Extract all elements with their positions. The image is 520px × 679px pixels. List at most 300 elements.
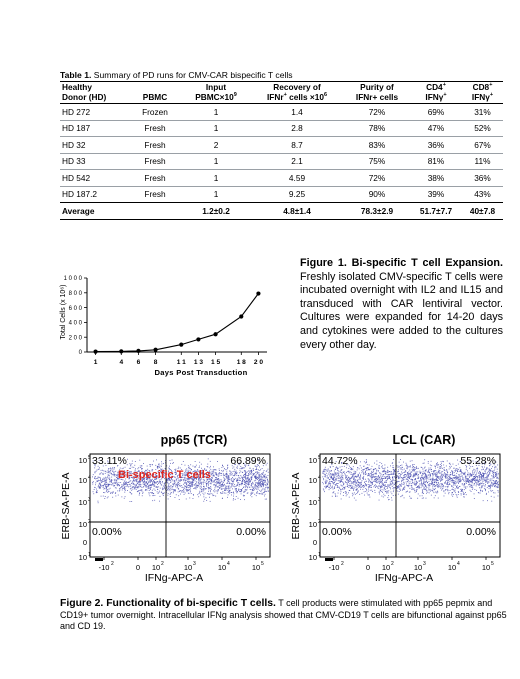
flow-dot [439, 468, 440, 469]
flow-dot [335, 496, 336, 497]
flow-dot [444, 470, 445, 471]
flow-dot [447, 487, 448, 488]
flow-dot [430, 465, 431, 466]
cell-recovery: 2.1 [291, 156, 303, 167]
flow-dot [379, 486, 380, 487]
flow-dot [419, 486, 420, 487]
flow-dot [257, 493, 258, 494]
flow-dot [388, 484, 389, 485]
flow-dot [217, 461, 218, 462]
flow-dot [190, 464, 191, 465]
flow-dot [221, 493, 222, 494]
flow-dot [373, 477, 374, 478]
flow-dot [110, 468, 111, 469]
flow-dot [115, 496, 116, 497]
flow-dot [412, 460, 413, 461]
cell-pbmc: Fresh [144, 123, 166, 134]
flow-dot [323, 471, 324, 472]
flow-dot [167, 489, 168, 490]
flow-dot [188, 465, 189, 466]
flow-dot [453, 468, 454, 469]
x-tick-exponent: 5 [491, 561, 494, 567]
flow-dot [194, 485, 195, 486]
flow-dot [391, 481, 392, 482]
flow-dot [122, 488, 123, 489]
flow-dot [227, 467, 228, 468]
flow-dot [188, 490, 189, 491]
flow-dot [115, 482, 116, 483]
flow-dot [330, 477, 331, 478]
flow-dot [259, 485, 260, 486]
flow-dot [381, 481, 382, 482]
flow-dot [378, 468, 379, 469]
flow-dot [365, 479, 366, 480]
flow-dot [466, 469, 467, 470]
flow-dot [411, 483, 412, 484]
flow-dot [266, 499, 267, 500]
flow-dot [394, 470, 395, 471]
flow-dot [378, 479, 379, 480]
flow-dot [445, 475, 446, 476]
flow-dot [261, 483, 262, 484]
flow-dot [268, 475, 269, 476]
quadrant-lower-right-label: 0.00% [466, 526, 496, 538]
flow-dot [358, 474, 359, 475]
flow-dot [213, 482, 214, 483]
flow-dot [355, 473, 356, 474]
flow-dot [361, 482, 362, 483]
flow-dot [424, 463, 425, 464]
flow-dot [217, 493, 218, 494]
flow-dot [225, 490, 226, 491]
flow-dot [234, 471, 235, 472]
flow-dot [379, 483, 380, 484]
flow-dot [364, 461, 365, 462]
flow-dot [236, 485, 237, 486]
flow-dot [237, 482, 238, 483]
flow-dot [459, 476, 460, 477]
flow-dot [157, 491, 158, 492]
flow-dot [213, 466, 214, 467]
flow-dot [409, 478, 410, 479]
flow-dot [364, 469, 365, 470]
flow-dot [351, 474, 352, 475]
flow-dot [470, 473, 471, 474]
flow-dot [469, 480, 470, 481]
flow-dot [178, 491, 179, 492]
flow-dot [495, 474, 496, 475]
flow-dot [93, 481, 94, 482]
flow-dot [324, 470, 325, 471]
flow-dot [401, 496, 402, 497]
flow-dot [253, 490, 254, 491]
flow-dot [178, 489, 179, 490]
table-row [60, 137, 503, 154]
flow-dot [221, 473, 222, 474]
flow-dot [424, 473, 425, 474]
flow-dot [233, 492, 234, 493]
flow-dot [267, 480, 268, 481]
flow-dot [102, 480, 103, 481]
flow-dot [368, 491, 369, 492]
flow-dot [495, 484, 496, 485]
header-cd8: CD8+ IFNγ+ [471, 82, 494, 102]
flow-dot [345, 481, 346, 482]
flow-dot [241, 493, 242, 494]
average-recovery: 4.8±1.4 [283, 205, 311, 216]
flow-dot [228, 477, 229, 478]
flow-plot-title: pp65 (TCR) [160, 433, 228, 447]
flow-dot [145, 482, 146, 483]
flow-dot [494, 470, 495, 471]
flow-dot [216, 473, 217, 474]
flow-dot [160, 496, 161, 497]
flow-dot [410, 461, 411, 462]
flow-dot [406, 492, 407, 493]
flow-dot [399, 473, 400, 474]
flow-dot [397, 487, 398, 488]
flow-dot [431, 495, 432, 496]
flow-dot [413, 474, 414, 475]
flow-dot [350, 467, 351, 468]
flow-dot [411, 475, 412, 476]
flow-dot [388, 490, 389, 491]
flow-dot [240, 470, 241, 471]
flow-dot [463, 480, 464, 481]
flow-dot [417, 473, 418, 474]
flow-dot [483, 475, 484, 476]
flow-dot [376, 482, 377, 483]
flow-dot [95, 476, 96, 477]
flow-dot [179, 483, 180, 484]
flow-dot [485, 484, 486, 485]
flow-dot [457, 488, 458, 489]
flow-dot [495, 476, 496, 477]
flow-dot [222, 493, 223, 494]
flow-dot [388, 470, 389, 471]
flow-dot [464, 483, 465, 484]
flow-dot [474, 478, 475, 479]
flow-dot [106, 484, 107, 485]
flow-dot [410, 485, 411, 486]
flow-dot [148, 481, 149, 482]
flow-dot [383, 476, 384, 477]
flow-dot [140, 490, 141, 491]
flow-dot [246, 481, 247, 482]
flow-dot [462, 484, 463, 485]
flow-dot [355, 476, 356, 477]
flow-dot [220, 483, 221, 484]
flow-dot [348, 487, 349, 488]
flow-dot [393, 491, 394, 492]
flow-dot [450, 472, 451, 473]
flow-dot [260, 493, 261, 494]
flow-dot [401, 486, 402, 487]
flow-dot [227, 474, 228, 475]
flow-dot [429, 469, 430, 470]
flow-dot [439, 473, 440, 474]
flow-dot [190, 491, 191, 492]
flow-dot [115, 471, 116, 472]
flow-dot [477, 480, 478, 481]
flow-dot [201, 464, 202, 465]
flow-plot-y-label: ERB-SA-PE-A [60, 472, 72, 540]
flow-dot [153, 495, 154, 496]
flow-dot [338, 490, 339, 491]
flow-dot [324, 469, 325, 470]
flow-dot [431, 465, 432, 466]
flow-dot [141, 489, 142, 490]
flow-dot [232, 468, 233, 469]
flow-dot [105, 483, 106, 484]
flow-dot [173, 485, 174, 486]
flow-dot [222, 493, 223, 494]
flow-dot [467, 474, 468, 475]
flow-dot [498, 484, 499, 485]
flow-dot [431, 483, 432, 484]
flow-dot [393, 459, 394, 460]
flow-dot [492, 486, 493, 487]
flow-dot [229, 483, 230, 484]
flow-dot [364, 491, 365, 492]
y-tick-label: 10 [308, 456, 317, 465]
bispecific-annotation: Bi-specific T cells [118, 469, 211, 481]
y-tick-label: 10 [308, 520, 317, 529]
flow-dot [264, 470, 265, 471]
flow-dot [147, 486, 148, 487]
flow-dot [452, 473, 453, 474]
flow-dot [330, 486, 331, 487]
flow-dot [392, 462, 393, 463]
flow-dot [211, 493, 212, 494]
flow-dot [356, 493, 357, 494]
flow-dot [348, 468, 349, 469]
flow-dot [335, 481, 336, 482]
flow-dot [373, 475, 374, 476]
flow-dot [437, 477, 438, 478]
y-tick-label: 10 [308, 476, 317, 485]
flow-dot [442, 477, 443, 478]
flow-dot [445, 489, 446, 490]
cell-input: 1 [213, 189, 219, 200]
flow-dot [407, 491, 408, 492]
flow-dot [328, 469, 329, 470]
flow-dot [462, 476, 463, 477]
flow-dot [350, 469, 351, 470]
flow-dot [463, 496, 464, 497]
flow-dot [400, 474, 401, 475]
flow-dot [376, 473, 377, 474]
flow-dot [254, 476, 255, 477]
flow-dot [194, 488, 195, 489]
flow-dot [109, 471, 110, 472]
flow-dot [449, 481, 450, 482]
flow-dot [348, 482, 349, 483]
x-tick-label: 10 [151, 563, 161, 572]
flow-dot [474, 483, 475, 484]
flow-dot [172, 489, 173, 490]
flow-dot [225, 486, 226, 487]
flow-dot [394, 476, 395, 477]
flow-dot [450, 477, 451, 478]
flow-dot [447, 481, 448, 482]
flow-dot [457, 471, 458, 472]
flow-dot [441, 490, 442, 491]
flow-dot [262, 479, 263, 480]
flow-dot [376, 474, 377, 475]
flow-dot [234, 473, 235, 474]
data-point [119, 349, 123, 353]
flow-dot [374, 463, 375, 464]
flow-dot [454, 472, 455, 473]
flow-dot [391, 497, 392, 498]
cell-recovery: 1.4 [291, 106, 303, 117]
flow-dot [430, 491, 431, 492]
flow-dot [453, 489, 454, 490]
flow-dot [108, 468, 109, 469]
flow-dot [359, 485, 360, 486]
flow-dot [383, 471, 384, 472]
line-chart-points [93, 291, 260, 353]
flow-dot [399, 486, 400, 487]
flow-dot [428, 485, 429, 486]
flow-dot [453, 487, 454, 488]
flow-dot [409, 470, 410, 471]
flow-dot [483, 477, 484, 478]
flow-dot [262, 483, 263, 484]
flow-dot [452, 474, 453, 475]
flow-dot [184, 487, 185, 488]
flow-dot [242, 468, 243, 469]
flow-dot [481, 488, 482, 489]
flow-dot [461, 472, 462, 473]
flow-dot [476, 473, 477, 474]
flow-dot [251, 493, 252, 494]
flow-dot [143, 492, 144, 493]
flow-dot [423, 471, 424, 472]
flow-dot [115, 493, 116, 494]
flow-dot [151, 485, 152, 486]
cell-cd4: 38% [427, 172, 445, 183]
flow-dot [250, 473, 251, 474]
flow-dot [381, 466, 382, 467]
flow-dot [327, 471, 328, 472]
flow-dot [150, 492, 151, 493]
flow-dot [386, 486, 387, 487]
flow-dot [107, 489, 108, 490]
flow-dot [419, 481, 420, 482]
flow-dot [251, 483, 252, 484]
flow-dot [340, 477, 341, 478]
flow-dot [471, 485, 472, 486]
flow-dot [185, 465, 186, 466]
flow-dot [109, 481, 110, 482]
flow-dot [483, 469, 484, 470]
flow-dot [428, 477, 429, 478]
flow-dot [494, 477, 495, 478]
flow-dot [458, 477, 459, 478]
flow-dot [143, 487, 144, 488]
flow-dot [342, 479, 343, 480]
flow-dot [107, 492, 108, 493]
flow-dot [99, 469, 100, 470]
flow-dot [235, 499, 236, 500]
y-tick-label: 10 [78, 498, 87, 507]
flow-dot [492, 471, 493, 472]
flow-dot [371, 472, 372, 473]
flow-dot [359, 486, 360, 487]
flow-dot [338, 487, 339, 488]
flow-dot [331, 481, 332, 482]
flow-dot [457, 485, 458, 486]
flow-dot [99, 484, 100, 485]
flow-dot [485, 482, 486, 483]
flow-dot [168, 493, 169, 494]
flow-dot [381, 479, 382, 480]
flow-dot [106, 479, 107, 480]
flow-dot [425, 467, 426, 468]
flow-dot [230, 475, 231, 476]
flow-dot [381, 463, 382, 464]
flow-dot [107, 476, 108, 477]
flow-dot [260, 469, 261, 470]
flow-dot [429, 468, 430, 469]
flow-dot [261, 490, 262, 491]
flow-dot [477, 477, 478, 478]
flow-dot [255, 482, 256, 483]
flow-dot [215, 474, 216, 475]
flow-dot [334, 476, 335, 477]
y-tick-label: 10 [78, 553, 87, 562]
flow-dot [207, 493, 208, 494]
flow-dot [351, 483, 352, 484]
flow-dot [432, 477, 433, 478]
flow-dot [366, 484, 367, 485]
flow-dot [453, 475, 454, 476]
flow-dot [167, 495, 168, 496]
flow-dot [480, 474, 481, 475]
flow-dot [138, 487, 139, 488]
flow-dot [183, 461, 184, 462]
flow-dot [429, 487, 430, 488]
flow-dot [327, 476, 328, 477]
flow-dot [387, 467, 388, 468]
flow-dot [139, 484, 140, 485]
flow-dot [347, 485, 348, 486]
x-tick-label: 10 [251, 563, 261, 572]
flow-dot [131, 501, 132, 502]
flow-dot [382, 479, 383, 480]
flow-dot [430, 468, 431, 469]
flow-dot [404, 483, 405, 484]
flow-dot [329, 489, 330, 490]
flow-dot [423, 498, 424, 499]
flow-dot [92, 476, 93, 477]
flow-dot [106, 487, 107, 488]
flow-dot [243, 475, 244, 476]
flow-dot [455, 483, 456, 484]
flow-dot [335, 469, 336, 470]
flow-dot [256, 472, 257, 473]
flow-dot [361, 470, 362, 471]
flow-dot [125, 490, 126, 491]
y-tick-exponent: 2 [88, 519, 91, 525]
flow-dot [368, 475, 369, 476]
flow-dot [440, 486, 441, 487]
flow-dot [469, 476, 470, 477]
flow-dot [453, 482, 454, 483]
flow-dot [216, 484, 217, 485]
